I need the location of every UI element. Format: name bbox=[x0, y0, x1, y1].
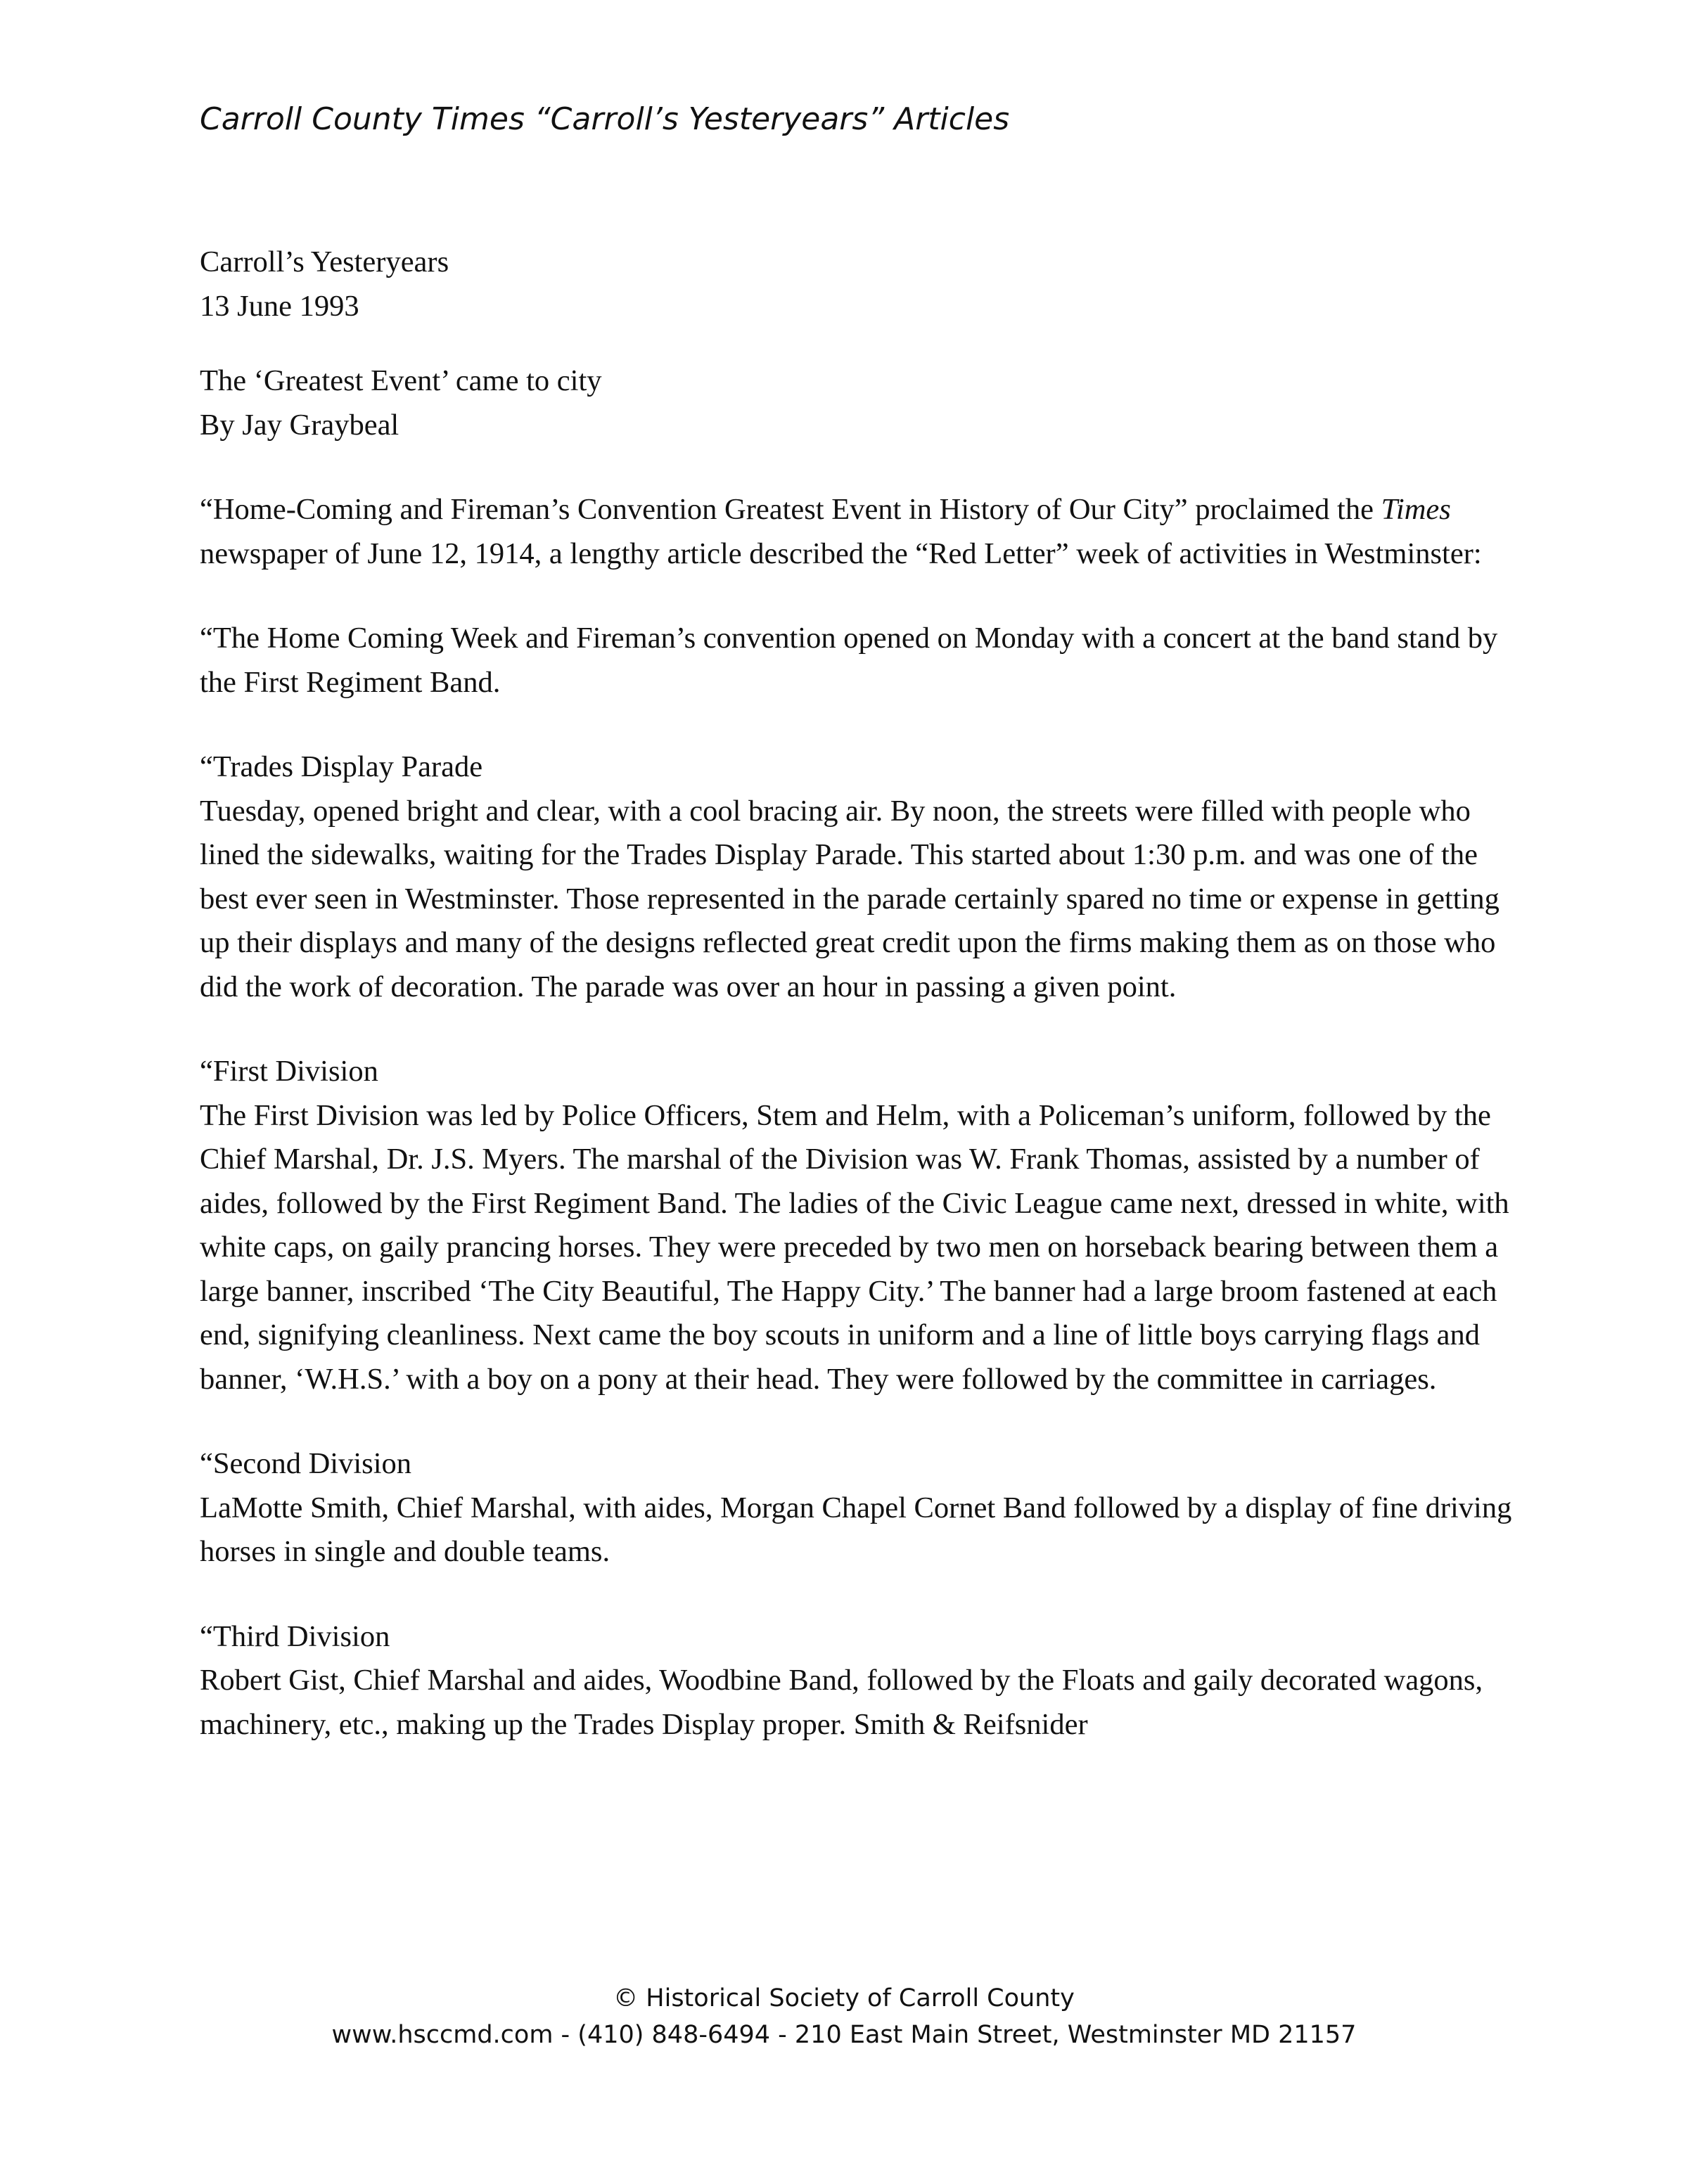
section-third-division bbox=[200, 1615, 1522, 1747]
intro-paragraph bbox=[200, 488, 1522, 576]
section-second-division bbox=[200, 1442, 1522, 1574]
section-text: LaMotte Smith, Chief Marshal, with aides, Morgan Chapel Cornet Band followed by a display of fine driving horses in single and double teams. bbox=[200, 1491, 1512, 1568]
intro-text-part2: newspaper of June 12, 1914, a lengthy article described the “Red Letter” week of activities in Westminster: bbox=[200, 537, 1482, 570]
article-byline: By Jay Graybeal bbox=[200, 408, 399, 442]
column-name: Carroll’s Yesteryears bbox=[200, 245, 449, 278]
section-text: Robert Gist, Chief Marshal and aides, Woodbine Band, followed by the Floats and gaily decorated wagons, machinery, etc., making up the Trades Display proper. Smith & Reifsnider bbox=[200, 1664, 1483, 1741]
section-heading: “First Division bbox=[200, 1055, 378, 1088]
article-body bbox=[200, 240, 1522, 1747]
article-date: 13 June 1993 bbox=[200, 289, 359, 323]
article-heading bbox=[200, 359, 1522, 447]
running-header: Carroll County Times “Carroll’s Yesteryears” Articles bbox=[200, 101, 1010, 137]
section-text: Tuesday, opened bright and clear, with a cool bracing air. By noon, the streets were filled with people who lined the sidewalks, waiting for the Trades Display Parade. This started about 1:30 p.m. and was one of the best ever seen in Westminster. Those represented in the parade certainly spared no time or expense in getting up their displays and many of the designs reflected great credit upon the firms making them as on those who did the work of decoration. The parade was over an hour in passing a given point. bbox=[200, 794, 1500, 1003]
page-footer bbox=[0, 1980, 1688, 2053]
section-text: The First Division was led by Police Officers, Stem and Helm, with a Policeman’s uniform, followed by the Chief Marshal, Dr. J.S. Myers. The marshal of the Division was W. Frank Thomas, assisted by a number of aides, followed by the First Regiment Band. The ladies of the Civic League came next, dressed in white, with white caps, on gaily prancing horses. They were preceded by two men on horseback bearing between them a large banner, inscribed ‘The City Beautiful, The Happy City.’ The banner had a large broom fastened at each end, signifying cleanliness. Next came the boy scouts in uniform and a line of little boys carrying flags and banner, ‘W.H.S.’ with a boy on a pony at their head. They were followed by the committee in carriages. bbox=[200, 1098, 1509, 1396]
opening-paragraph: “The Home Coming Week and Fireman’s convention opened on Monday with a concert at the band stand by the First Regiment Band. bbox=[200, 622, 1498, 699]
article-title: The ‘Greatest Event’ came to city bbox=[200, 364, 602, 397]
intro-text-part1: “Home-Coming and Fireman’s Convention Greatest Event in History of Our City” proclaimed the bbox=[200, 493, 1381, 526]
intro-italic-times: Times bbox=[1381, 493, 1451, 526]
section-heading: “Trades Display Parade bbox=[200, 750, 483, 783]
section-trades-display-parade bbox=[200, 745, 1522, 1009]
section-heading: “Third Division bbox=[200, 1619, 390, 1653]
article-meta bbox=[200, 240, 1522, 328]
footer-copyright: © Historical Society of Carroll County bbox=[613, 1984, 1075, 2012]
footer-contact: www.hsccmd.com - (410) 848-6494 - 210 East Main Street, Westminster MD 21157 bbox=[331, 2021, 1357, 2049]
section-heading: “Second Division bbox=[200, 1447, 412, 1480]
section-first-division bbox=[200, 1050, 1522, 1401]
